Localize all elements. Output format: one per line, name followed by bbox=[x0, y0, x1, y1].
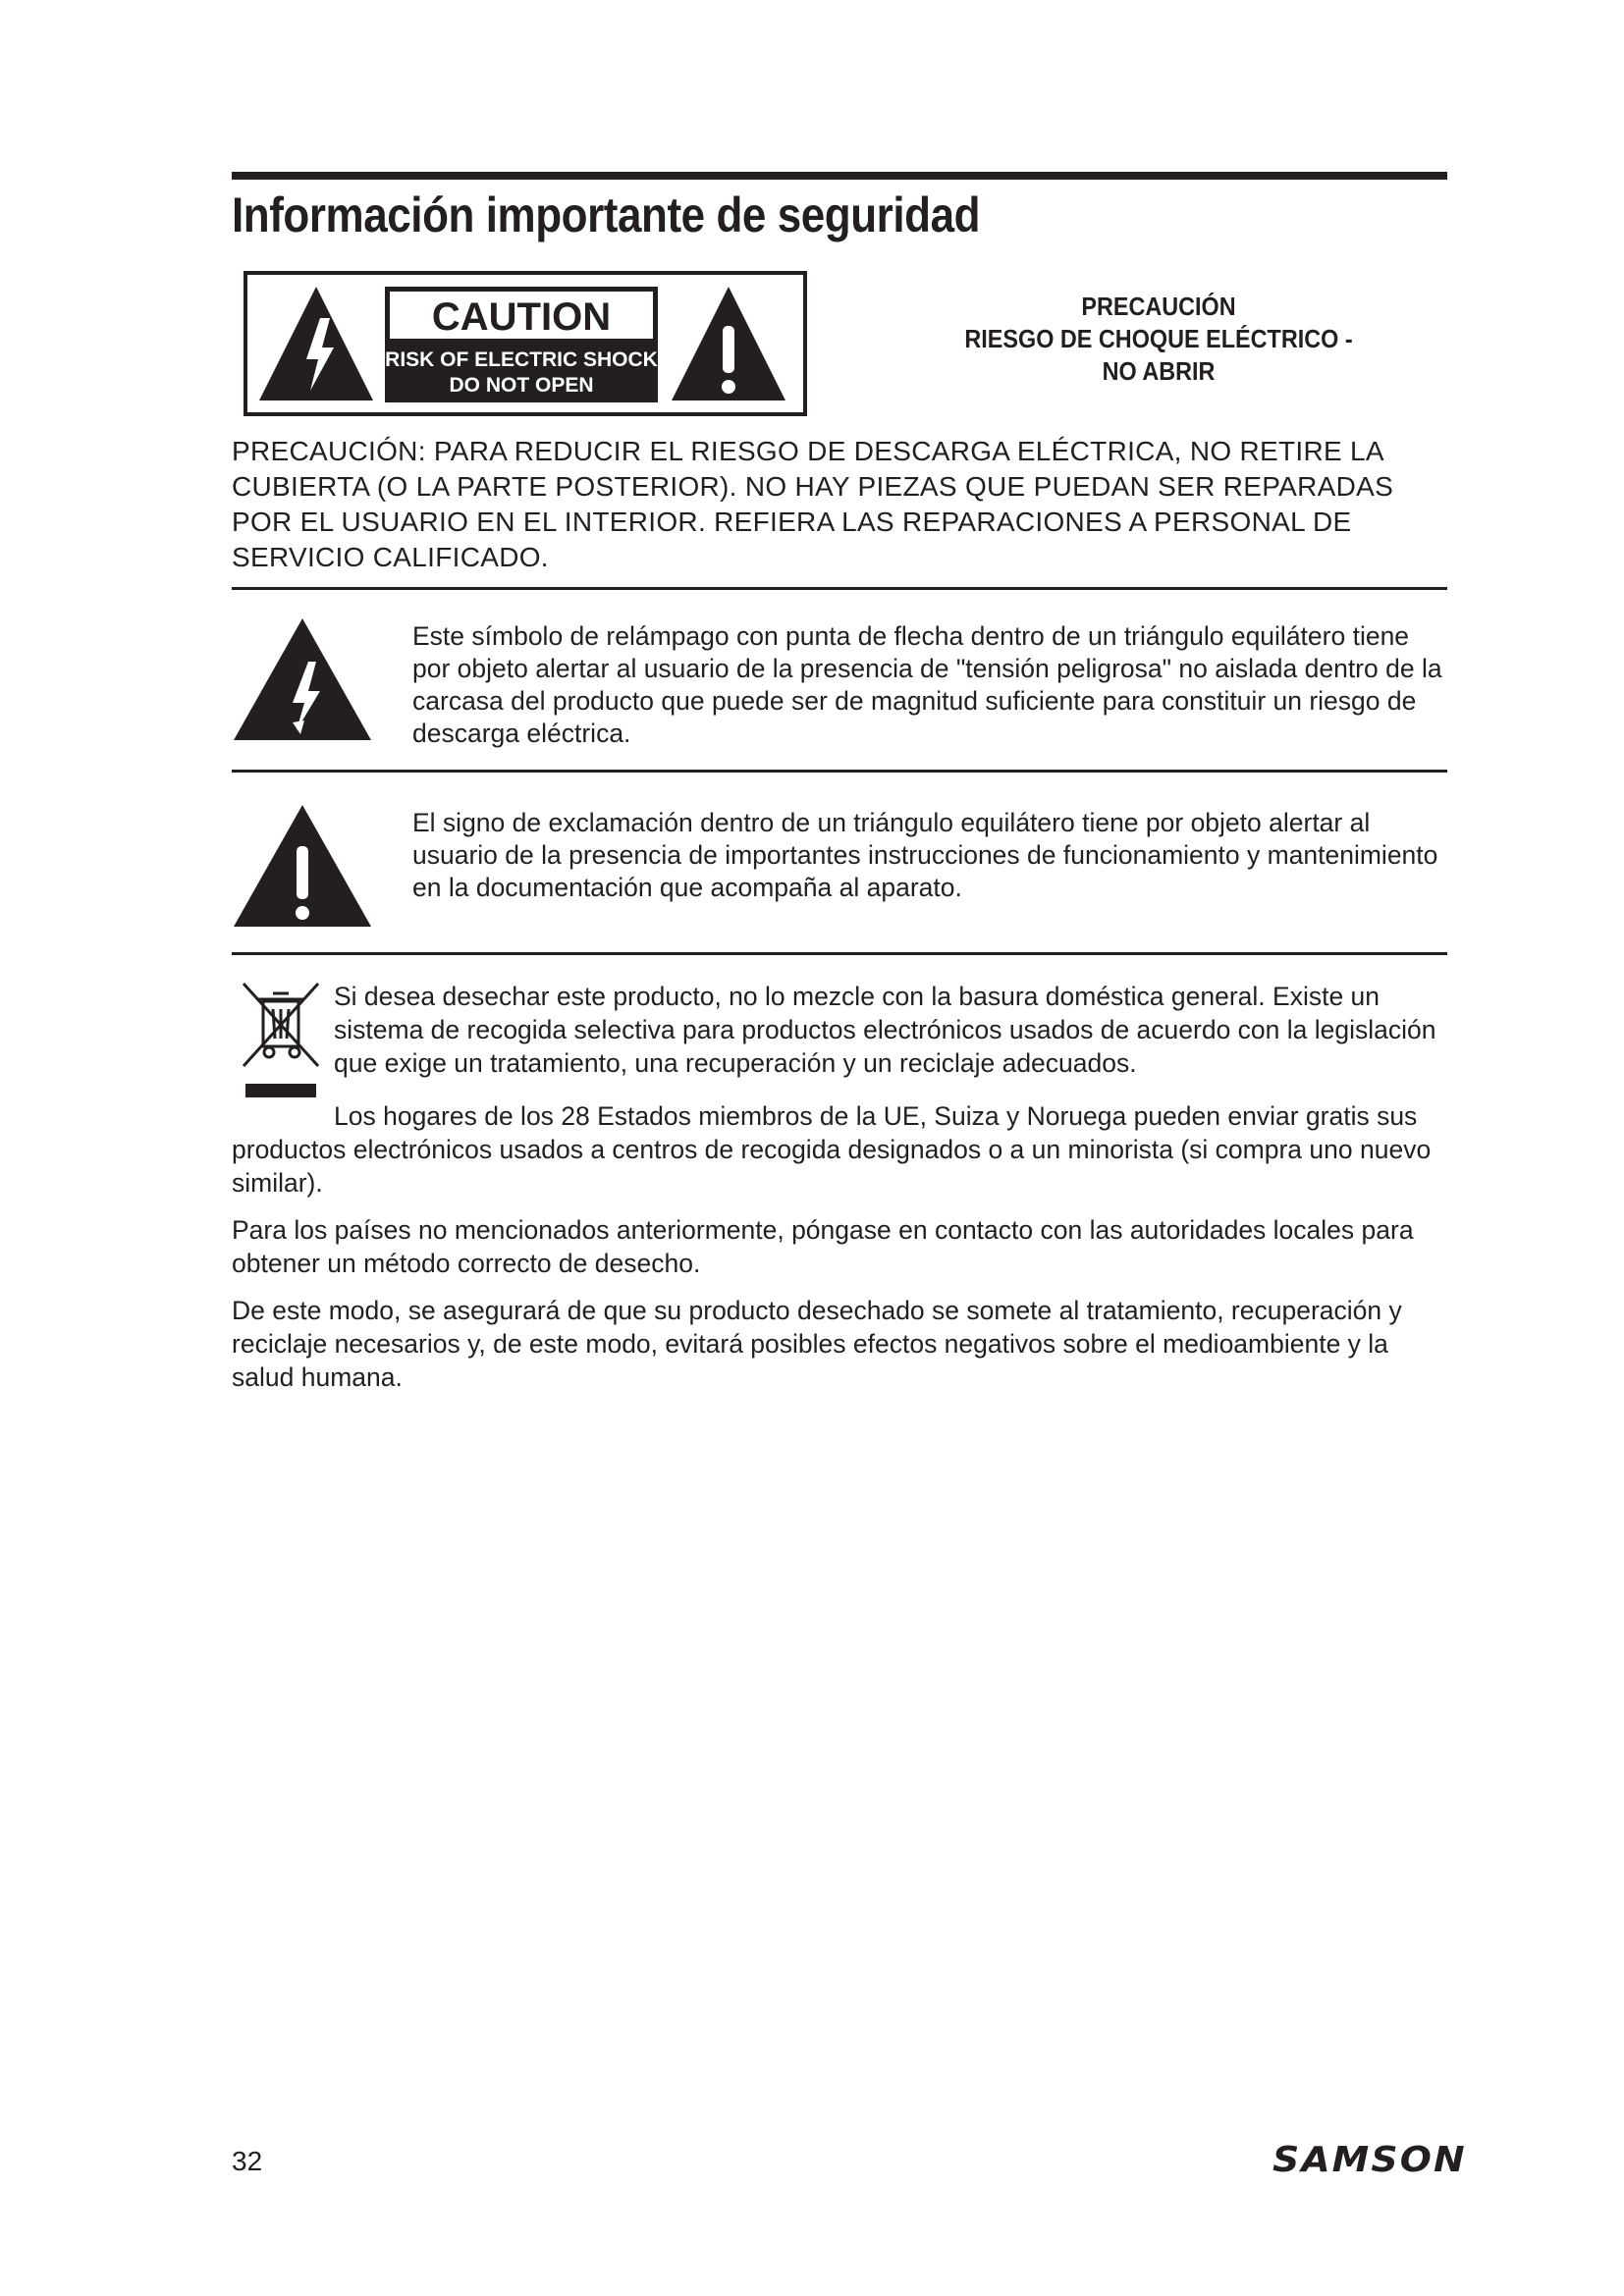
exclamation-warning-icon bbox=[672, 287, 785, 400]
disposal-paragraph-4: De este modo, se asegurará de que su producto desechado se somete al tratamiento, recuperación y reciclaje necesarios y, de este modo, evitará posibles efectos negativos sobre el medioambiente y la salud humana. bbox=[232, 1296, 1402, 1392]
disposal-paragraph-1: Si desea desechar este producto, no lo mezcle con la basura doméstica general. Existe un sistema de recogida selectiva para productos electrónicos usados de acuerdo con la legislación que exige un tratamiento, una recuperación y un reciclaje adecuados. bbox=[334, 982, 1436, 1078]
brand-logo: SAMSON bbox=[1272, 2140, 1467, 2180]
precaution-line1: PRECAUCIÓN bbox=[1081, 292, 1236, 321]
page-title: Información importante de seguridad bbox=[232, 187, 981, 242]
caution-line2: DO NOT OPEN bbox=[449, 374, 594, 397]
lightning-triangle-icon bbox=[232, 616, 373, 742]
caution-label-graphic bbox=[247, 275, 803, 412]
lightning-warning-icon bbox=[259, 287, 373, 400]
warning-paragraph: PRECAUCIÓN: PARA REDUCIR EL RIESGO DE DESCARGA ELÉCTRICA, NO RETIRE LA CUBIERTA (O LA PARTE POSTERIOR). NO HAY PIEZAS QUE PUEDAN SER REPARADAS POR EL USUARIO EN EL INTERIOR. REFIERA LAS REPARACIONES A PERSONAL DE SERVICIO CALIFICADO. bbox=[232, 436, 1394, 572]
caution-heading: CAUTION bbox=[431, 295, 612, 339]
exclamation-symbol-text: El signo de exclamación dentro de un triángulo equilátero tiene por objeto alertar al usuario de la presencia de importantes instrucciones de funcionamiento y mantenimiento en la documentación que acompaña al aparato. bbox=[412, 808, 1438, 902]
precaution-block bbox=[929, 291, 1388, 388]
section-divider bbox=[232, 770, 1447, 773]
exclamation-triangle-icon bbox=[232, 803, 373, 929]
disposal-paragraph-2: Los hogares de los 28 Estados miembros de la UE, Suiza y Noruega pueden enviar gratis sus productos electrónicos usados a centros de recogida designados o a un minorista (si compra uno nuevo similar). bbox=[232, 1101, 1432, 1198]
precaution-line2: RIESGO DE CHOQUE ELÉCTRICO - bbox=[964, 324, 1353, 353]
page-number: 32 bbox=[232, 2146, 263, 2176]
caution-line1: RISK OF ELECTRIC SHOCK bbox=[385, 348, 658, 371]
lightning-symbol-text: Este símbolo de relámpago con punta de flecha dentro de un triángulo equilátero tiene por objeto alertar al usuario de la presencia de "tensión peligrosa" no aislada dentro de la carcasa del producto que puede ser de magnitud suficiente para constituir un riesgo de descarga eléctrica. bbox=[412, 621, 1442, 748]
precaution-line3: NO ABRIR bbox=[1102, 356, 1216, 386]
section-divider bbox=[232, 952, 1447, 955]
top-rule bbox=[232, 172, 1447, 180]
weee-bin-icon bbox=[240, 982, 322, 1101]
section-divider bbox=[232, 587, 1447, 590]
caution-label bbox=[244, 271, 807, 416]
disposal-paragraph-3: Para los países no mencionados anteriormente, póngase en contacto con las autoridades locales para obtener un método correcto de desecho. bbox=[232, 1215, 1414, 1278]
